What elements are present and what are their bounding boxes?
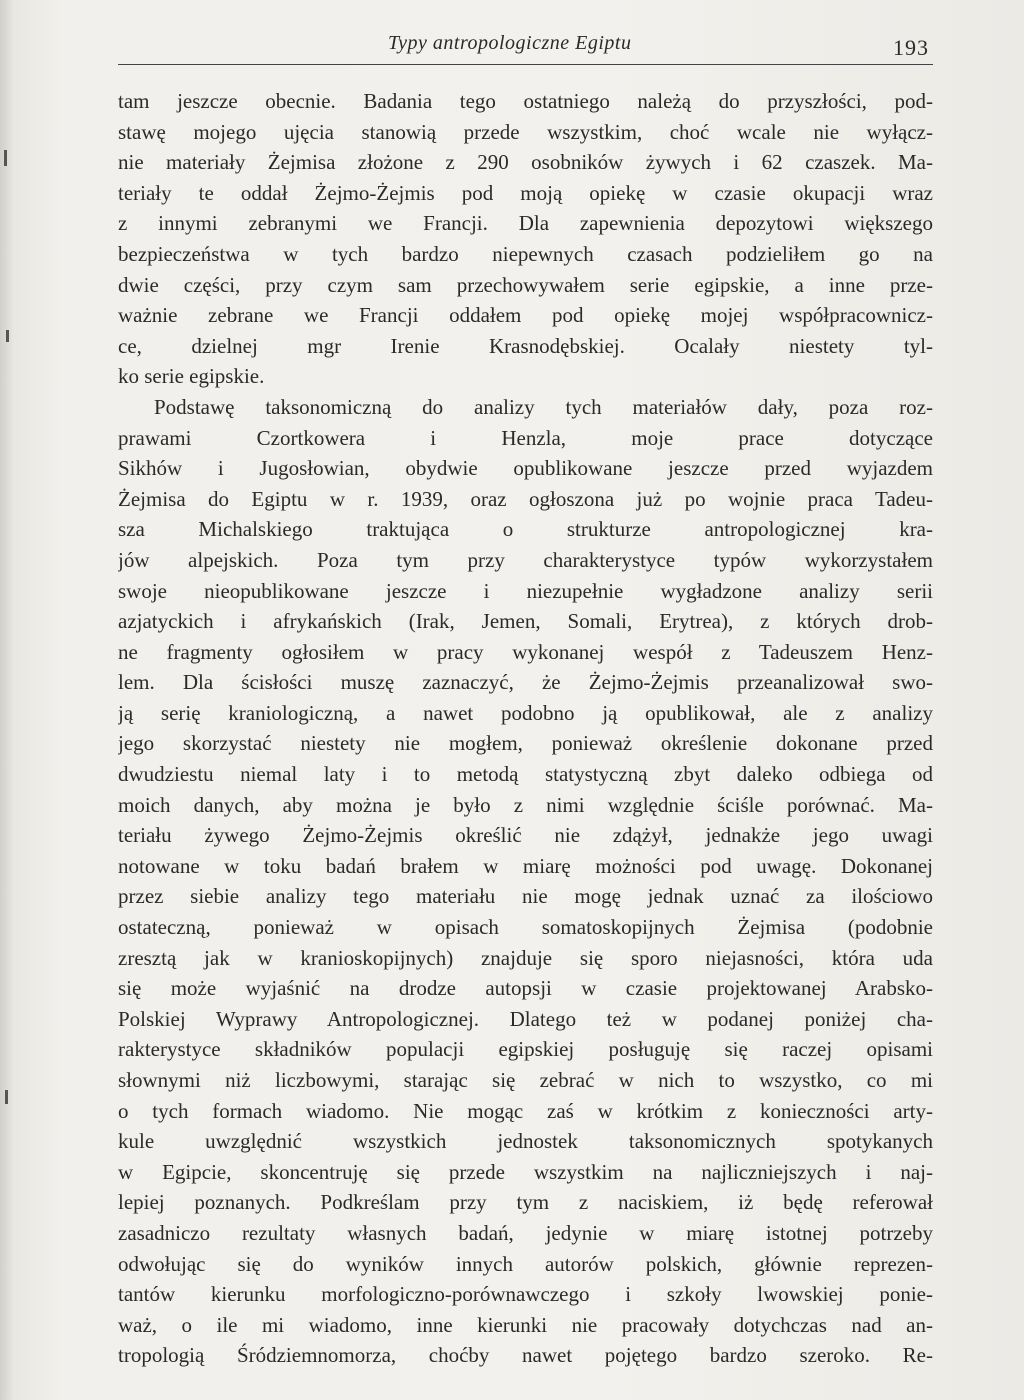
text-line: stawę mojego ujęcia stanowią przede wszystkim, choć wcale nie wyłącz- [118,119,933,144]
text-line: tam jeszcze obecnie. Badania tego ostatniego należą do przyszłości, pod- [118,89,933,113]
running-title: Typy antropologiczne Egiptu [388,32,632,54]
scan-mark [5,1090,8,1104]
text-line: zresztą jak w kranioskopijnych) znajduje się sporo niejasności, która uda [118,945,933,970]
text-line: teriału żywego Żejmo-Żejmis określić nie zdążył, jednakże jego uwagi [118,823,933,848]
text-line: słownymi niż liczbowymi, starając się zebrać w nich to wszystko, co mi [118,1068,933,1092]
text-line: waż, o ile mi wiadomo, inne kierunki nie pracowały dotychczas nad an- [118,1312,933,1337]
text-line: lem. Dla ścisłości muszę zaznaczyć, że Żejmo-Żejmis przeanalizował swo- [118,670,933,695]
text-line: dwie części, przy czym sam przechowywałem serie egipskie, a inne prze- [118,272,933,297]
text-line: Sikhów i Jugosłowian, obydwie opublikowane jeszcze przed wyjazdem [118,456,933,481]
text-line: odwołując się do wyników innych autorów polskich, głównie reprezen- [118,1251,933,1276]
text-line: kule uwzględnić wszystkich jednostek taksonomicznych spotykanych [118,1129,933,1154]
text-line: azjatyckich i afrykańskich (Irak, Jemen, Somali, Erytrea), z których drob- [118,609,933,634]
text-line: bezpieczeństwa w tych bardzo niepewnych czasach podzieliłem go na [118,241,933,266]
text-line: teriały te oddał Żejmo-Żejmis pod moją opiekę w czasie okupacji wraz [118,180,933,205]
text-line: lepiej poznanych. Podkreślam przy tym z naciskiem, iż będę referował [118,1190,933,1215]
text-line: się może wyjaśnić na drodze autopsji w czasie projektowanej Arabsko- [118,976,933,1001]
text-line: Żejmisa do Egiptu w r. 1939, oraz ogłoszona już po wojnie praca Tadeu- [118,486,933,511]
body-text [118,86,933,1371]
text-line: ne fragmenty ogłosiłem w pracy wykonanej wespół z Tadeuszem Henz- [118,639,933,664]
text-line: Podstawę taksonomiczną do analizy tych materiałów dały, poza roz- [154,394,933,419]
text-line: rakterystyce składników populacji egipskiej posługuję się raczej opisami [118,1037,933,1062]
page-header [118,28,933,68]
text-line: tropologią Śródziemnomorza, choćby nawet pojętego bardzo szeroko. Re- [118,1343,933,1368]
text-line: dwudziestu niemal laty i to metodą statystyczną zbyt daleko odbiega od [118,762,933,787]
text-line: tantów kierunku morfologiczno-porównawczego i szkoły lwowskiej ponie- [118,1282,933,1307]
scan-mark [4,150,7,166]
text-line: w Egipcie, skoncentruję się przede wszystkim na najliczniejszych i naj- [118,1159,933,1184]
text-line: przez siebie analizy tego materiału nie mogę jednak uznać za ilościowo [118,884,933,909]
header-rule [118,64,933,65]
text-line: zasadniczo rezultaty własnych badań, jedynie w miarę istotnej potrzeby [118,1220,933,1245]
scan-mark [6,330,9,342]
text-line: sza Michalskiego traktująca o strukturze antropologicznej kra- [118,517,933,542]
text-line: jów alpejskich. Poza tym przy charakterystyce typów wykorzystałem [118,547,933,572]
text-line: ce, dzielnej mgr Irenie Krasnodębskiej. Ocalały niestety tyl- [118,333,933,358]
page-number: 193 [893,35,929,60]
text-line: Polskiej Wyprawy Antropologicznej. Dlatego też w podanej poniżej cha- [118,1006,933,1031]
text-line: swoje nieopublikowane jeszcze i niezupełnie wygładzone analizy serii [118,578,933,603]
gutter-shadow [0,0,14,1400]
text-line: ważnie zebrane we Francji oddałem pod opiekę mojej współpracownicz- [118,303,933,328]
text-line: o tych formach wiadomo. Nie mogąc zaś w krótkim z konieczności arty- [118,1098,933,1123]
text-line: nie materiały Żejmisa złożone z 290 osobników żywych i 62 czaszek. Ma- [118,150,933,175]
text-line: ją serię kraniologiczną, a nawet podobno ją opublikował, ale z analizy [118,700,933,725]
text-line: ko serie egipskie. [118,364,265,389]
text-line: notowane w toku badań brałem w miarę możności pod uwagę. Dokonanej [118,853,933,878]
text-line: jego skorzystać niestety nie mogłem, ponieważ określenie dokonane przed [118,731,933,756]
text-line: ostateczną, ponieważ w opisach somatoskopijnych Żejmisa (podobnie [118,915,933,940]
text-line: z innymi zebranymi we Francji. Dla zapewnienia depozytowi większego [118,211,933,236]
text-line: prawami Czortkowera i Henzla, moje prace dotyczące [118,425,933,450]
text-line: moich danych, aby można je było z nimi względnie ściśle porównać. Ma- [118,792,933,817]
